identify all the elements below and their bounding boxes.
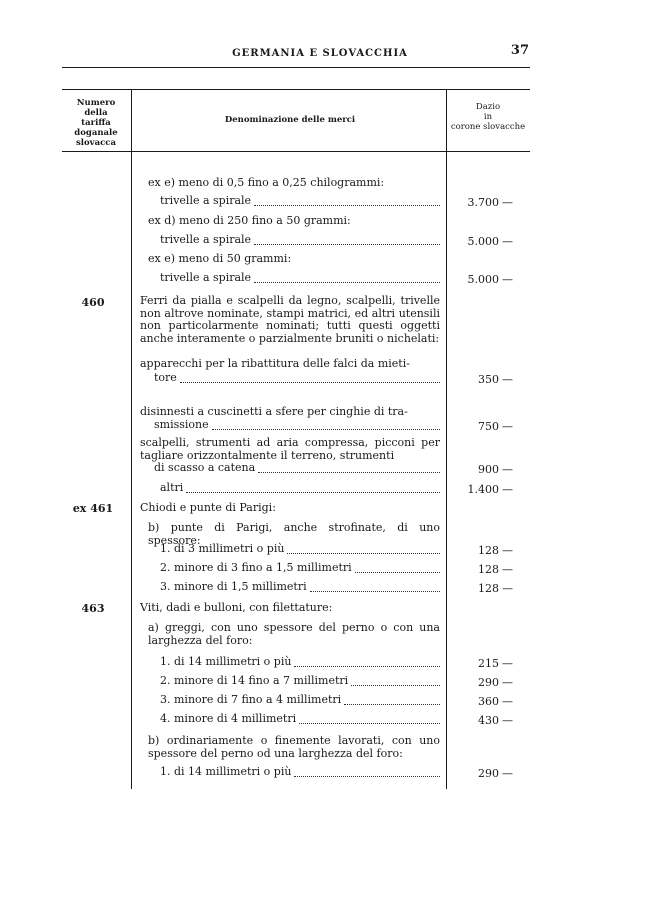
header-rule: [62, 67, 530, 68]
column-divider-left: [131, 89, 132, 789]
duty-dash: —: [502, 676, 513, 689]
duty-dash: —: [502, 235, 513, 248]
duty-dash: —: [502, 373, 513, 386]
duty-column-header: [448, 102, 528, 132]
column-header-rule: [62, 151, 530, 152]
tariff-line: [140, 372, 440, 385]
dot-leader: [294, 665, 440, 667]
duty-dash: —: [502, 544, 513, 557]
dot-leader: [287, 552, 440, 554]
duty-header-line: corone slovacche: [450, 122, 526, 132]
running-header-title: GERMANIA E SLOVACCHIA: [232, 48, 408, 59]
tariff-heading: Viti, dadi e bulloni, con filettature:: [140, 601, 333, 614]
duty-dash: —: [502, 657, 513, 670]
duty-value: 360: [478, 695, 499, 708]
item-label: altri: [160, 481, 184, 494]
subheading: a) greggi, con uno spessore del perno o con una larghezza del foro:: [148, 621, 440, 647]
dot-leader: [254, 281, 440, 283]
duty-dash: —: [502, 582, 513, 595]
tariff-line: [140, 419, 440, 432]
tariff-line: [140, 234, 440, 247]
item-label: trivelle a spirale: [160, 233, 252, 246]
duty-value: 290: [478, 767, 499, 780]
dot-leader: [180, 381, 440, 383]
duty-dash: —: [502, 714, 513, 727]
dot-leader: [294, 775, 440, 777]
duty-dash: —: [502, 196, 513, 209]
duty-value: 350: [478, 373, 499, 386]
page-number: 37: [510, 43, 529, 58]
tariff-line: [140, 562, 440, 575]
table-top-rule: [62, 89, 530, 90]
duty-value: 290: [478, 676, 499, 689]
duty-value: 1.400: [467, 483, 499, 496]
item-label: tore: [154, 371, 177, 384]
item-label: 1. di 3 millimetri o più: [160, 542, 285, 555]
dot-leader: [254, 204, 440, 206]
subheading: ex e) meno di 50 grammi:: [148, 252, 292, 265]
item-label: 1. di 14 millimetri o più: [160, 655, 292, 668]
tariff-line-first: disinnesti a cuscinetti a sfere per cinghie di tra-: [140, 405, 408, 418]
tariff-line: [140, 195, 440, 208]
duty-value: 128: [478, 544, 499, 557]
duty-dash: —: [502, 483, 513, 496]
item-label: 3. minore di 7 fino a 4 millimetri: [160, 693, 342, 706]
tariff-line-first: apparecchi per la ribattitura delle falci da mieti-: [140, 357, 410, 370]
dot-leader: [254, 243, 440, 245]
number-header-line: slovacca: [76, 138, 116, 148]
duty-dash: —: [502, 563, 513, 576]
tariff-number: 460: [81, 296, 105, 309]
item-label: 2. minore di 14 fino a 7 millimetri: [160, 674, 349, 687]
dot-leader: [310, 590, 440, 592]
tariff-line: [140, 713, 440, 726]
item-label: di scasso a catena: [154, 461, 256, 474]
tariff-line: [140, 462, 440, 475]
dot-leader: [344, 703, 440, 705]
tariff-number: ex 461: [72, 502, 114, 515]
item-label: 1. di 14 millimetri o più: [160, 765, 292, 778]
duty-value: 5.000: [467, 273, 499, 286]
duty-value: 900: [478, 463, 499, 476]
duty-header-line: Dazio: [475, 102, 501, 112]
duty-dash: —: [502, 695, 513, 708]
item-label: 3. minore di 1,5 millimetri: [160, 580, 307, 593]
tariff-line: [140, 272, 440, 285]
duty-value: 3.700: [467, 196, 499, 209]
duty-dash: —: [502, 420, 513, 433]
duty-value: 5.000: [467, 235, 499, 248]
duty-dash: —: [502, 767, 513, 780]
tariff-line: [140, 656, 440, 669]
tariff-line: [140, 581, 440, 594]
subheading: b) punte di Parigi, anche strofinate, di uno spessore:: [148, 521, 440, 547]
tariff-heading: Chiodi e punte di Parigi:: [140, 501, 276, 514]
tariff-heading: Ferri da pialla e scalpelli da legno, scalpelli, trivelle non altrove nominate, stampi matrici, ed altri utensili non particolarmente nominati; tutti questi oggetti anche interamente o parzialmente bruniti o nichelati:: [140, 294, 440, 345]
number-header-line: della: [84, 108, 108, 118]
dot-leader: [351, 684, 440, 686]
duty-value: 128: [478, 563, 499, 576]
duty-value: 430: [478, 714, 499, 727]
item-label: 2. minore di 3 fino a 1,5 millimetri: [160, 561, 352, 574]
duty-value: 750: [478, 420, 499, 433]
duty-value: 215: [478, 657, 499, 670]
item-label: trivelle a spirale: [160, 194, 252, 207]
name-column-header: Denominazione delle merci: [224, 115, 356, 125]
number-header-line: tariffa doganale: [74, 118, 118, 138]
tariff-line: [140, 482, 440, 495]
duty-dash: —: [502, 463, 513, 476]
number-header-line: Numero: [76, 98, 116, 108]
dot-leader: [355, 571, 440, 573]
subheading: ex d) meno di 250 fino a 50 grammi:: [148, 214, 351, 227]
dot-leader: [299, 722, 440, 724]
item-label: trivelle a spirale: [160, 271, 252, 284]
number-column-header: [60, 98, 132, 148]
tariff-number: 463: [81, 602, 105, 615]
duty-value: 128: [478, 582, 499, 595]
dot-leader: [212, 428, 440, 430]
dot-leader: [258, 471, 440, 473]
tariff-line: [140, 766, 440, 779]
item-label: 4. minore di 4 millimetri: [160, 712, 297, 725]
tariff-line: [140, 543, 440, 556]
tariff-line: [140, 675, 440, 688]
duty-dash: —: [502, 273, 513, 286]
item-label: smissione: [154, 418, 209, 431]
subheading: ex e) meno di 0,5 fino a 0,25 chilogrammi:: [148, 176, 385, 189]
tariff-line-first: scalpelli, strumenti ad aria compressa, picconi per tagliare orizzontalmente il terreno, strumenti: [140, 436, 440, 462]
tariff-line: [140, 694, 440, 707]
subheading: b) ordinariamente o finemente lavorati, con uno spessore del perno od una larghezza del foro:: [148, 734, 440, 760]
dot-leader: [186, 491, 440, 493]
duty-header-line: in: [483, 112, 493, 122]
